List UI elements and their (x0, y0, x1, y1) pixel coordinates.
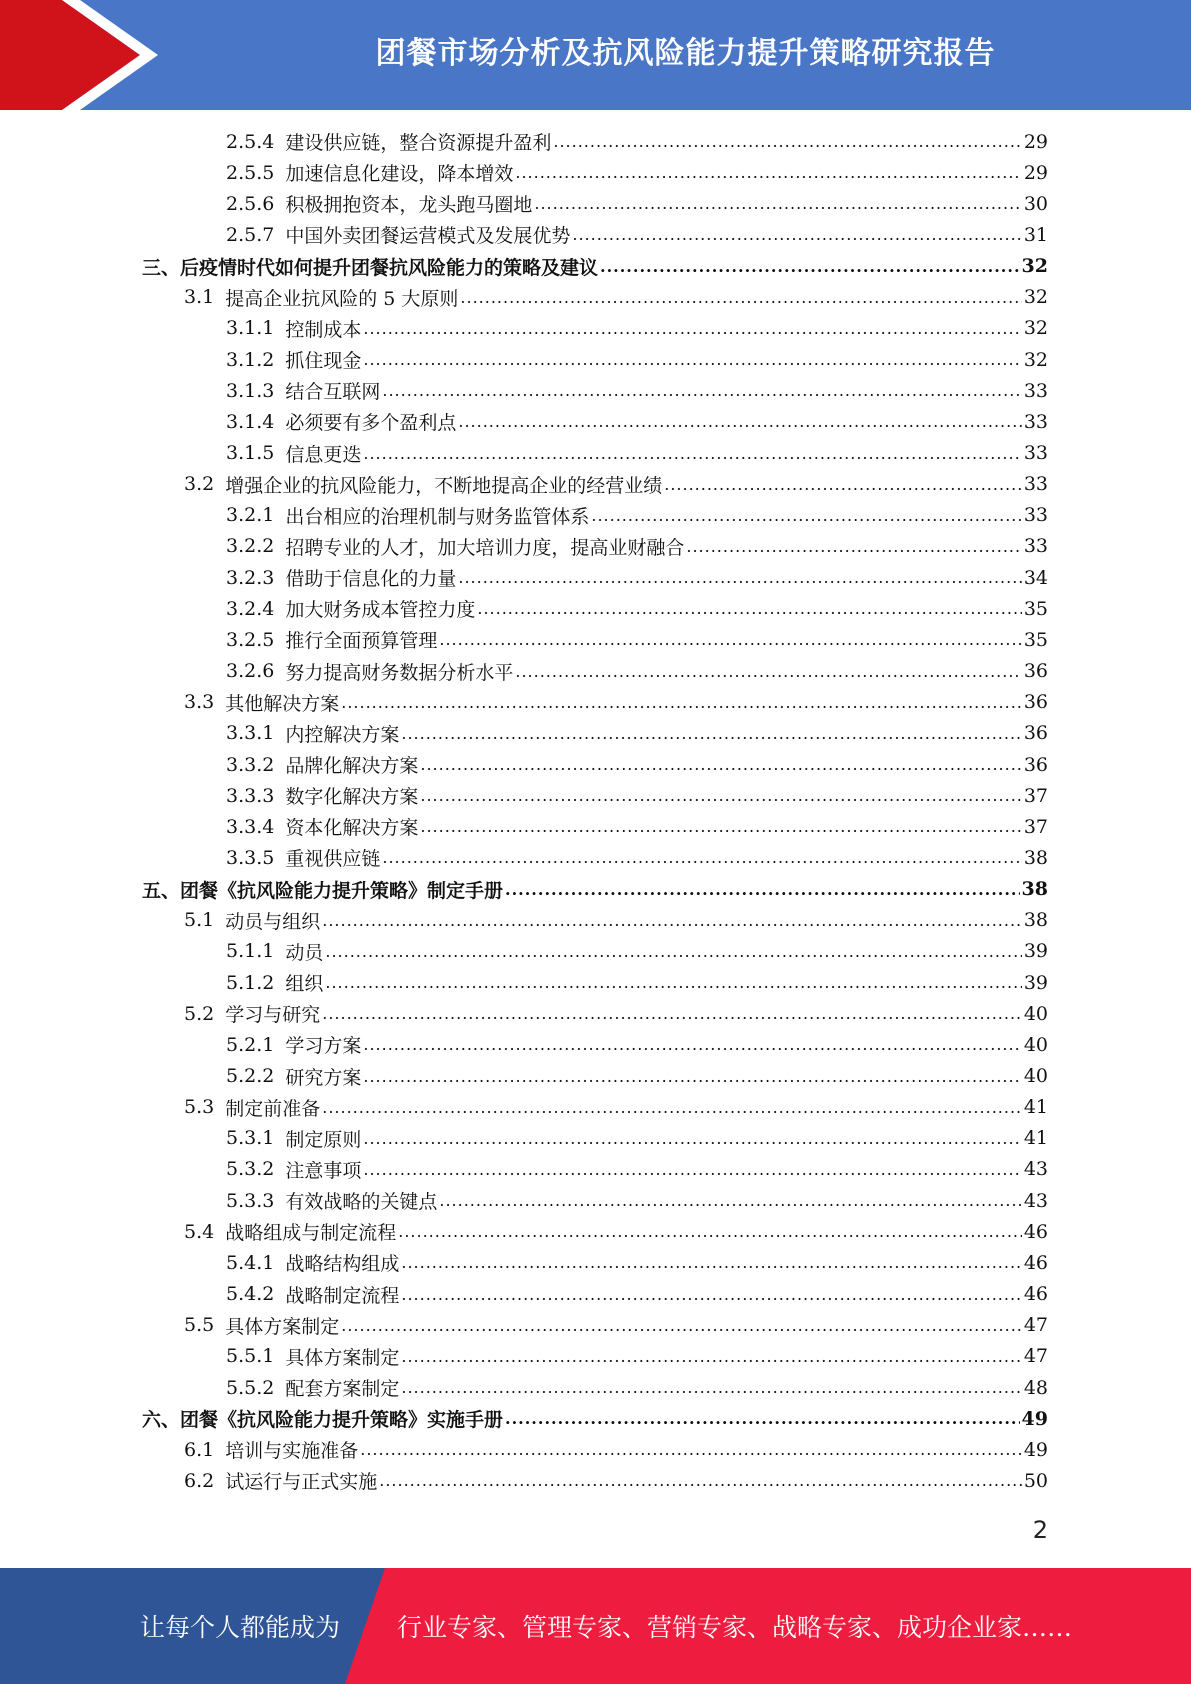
toc-entry-number: 3.2 (184, 473, 215, 496)
toc-entry-page: 30 (1023, 192, 1048, 215)
arrow-red-shape (0, 0, 140, 110)
toc-entry[interactable] (184, 998, 1048, 1029)
toc-entry-title: 推行全面预算管理 (285, 630, 438, 653)
toc-entry[interactable] (184, 1434, 1048, 1465)
toc-entry-number: 3.1 (184, 286, 215, 309)
toc-entry[interactable] (226, 1341, 1048, 1372)
toc-entry-title: 品牌化解决方案 (285, 755, 419, 777)
toc-entry-page: 49 (1023, 1438, 1048, 1461)
toc-entry[interactable] (226, 656, 1048, 687)
toc-entry-title: 必须要有多个盈利点 (285, 412, 457, 435)
toc-entry-number: 3.2.1 (226, 504, 275, 527)
toc-dot-leader (363, 444, 1021, 469)
toc-entry-number: 5.1.2 (226, 971, 275, 994)
toc-entry-number: 5.1 (184, 909, 215, 932)
toc-entry-title: 制定原则 (285, 1128, 362, 1151)
toc-entry-page: 33 (1023, 535, 1048, 558)
report-title: 团餐市场分析及抗风险能力提升策略研究报告 (375, 36, 996, 71)
toc-entry-number: 3.3.1 (226, 722, 275, 745)
toc-entry-number: 6.2 (184, 1469, 215, 1492)
toc-entry[interactable] (184, 687, 1048, 718)
toc-entry-title: 学习方案 (285, 1035, 362, 1058)
toc-entry-title: 战略制定流程 (285, 1284, 400, 1307)
toc-entry[interactable] (226, 562, 1048, 593)
toc-entry-number: 2.5.6 (226, 192, 275, 215)
toc-entry-page: 33 (1023, 442, 1048, 464)
toc-entry-number: 5.1.1 (226, 940, 275, 963)
toc-dot-leader (515, 662, 1021, 687)
toc-dot-leader (534, 194, 1021, 219)
toc-entry-number: 5.2 (184, 1002, 215, 1025)
toc-dot-leader (572, 225, 1021, 250)
toc-entry-number: 5.3.2 (226, 1158, 275, 1181)
toc-entry[interactable] (226, 126, 1048, 157)
toc-entry[interactable] (184, 1310, 1048, 1341)
toc-dot-leader (341, 693, 1022, 718)
toc-entry[interactable] (226, 157, 1048, 188)
toc-entry-title: 试运行与正式实施 (225, 1471, 378, 1494)
toc-entry[interactable] (184, 1092, 1048, 1123)
toc-entry-title: 动员 (285, 941, 324, 964)
toc-entry-title: 有效战略的关键点 (285, 1191, 438, 1214)
toc-entry-number: 5.3.1 (226, 1127, 275, 1150)
toc-entry-number: 3.1.2 (226, 348, 275, 371)
toc-entry-title: 六、团餐《抗风险能力提升策略》实施手册 (142, 1409, 504, 1432)
toc-entry-page: 49 (1021, 1407, 1048, 1430)
toc-entry-page: 29 (1023, 130, 1048, 153)
toc-entry-page: 36 (1023, 660, 1048, 683)
toc-entry-number: 5.2.1 (226, 1033, 275, 1056)
toc-entry-title: 注意事项 (285, 1159, 362, 1182)
toc-entry[interactable] (226, 438, 1048, 469)
toc-dot-leader (420, 755, 1021, 780)
toc-entry-title: 其他解决方案 (225, 692, 340, 715)
toc-dot-leader (664, 475, 1022, 500)
toc-dot-leader (363, 1067, 1021, 1092)
toc-dot-leader (515, 163, 1021, 188)
toc-entry-title: 招聘专业的人才，加大培训力度，提高业财融合 (285, 536, 685, 559)
toc-entry-number: 3.2.5 (226, 628, 275, 651)
toc-entry-number: 3.1.5 (226, 442, 275, 464)
toc-entry-page: 47 (1023, 1314, 1048, 1337)
toc-entry[interactable] (226, 936, 1048, 967)
toc-entry-title: 五、团餐《抗风险能力提升策略》制定手册 (142, 879, 504, 902)
toc-entry[interactable] (184, 905, 1048, 936)
toc-dot-leader (420, 817, 1021, 842)
toc-entry[interactable] (226, 811, 1048, 842)
toc-dot-leader (505, 1409, 1020, 1434)
toc-entry-number: 2.5.7 (226, 223, 275, 246)
toc-dot-leader (477, 599, 1021, 624)
toc-dot-leader (401, 1253, 1021, 1278)
toc-entry-title: 动员与组织 (225, 910, 321, 933)
toc-dot-leader (382, 848, 1021, 873)
toc-entry-number: 5.2.2 (226, 1065, 275, 1087)
toc-entry-number: 5.5.1 (226, 1345, 275, 1368)
toc-entry-number: 5.5.2 (226, 1376, 275, 1399)
toc-dot-leader (439, 1191, 1021, 1216)
toc-dot-leader (439, 630, 1021, 655)
toc-entry-number: 3.2.4 (226, 597, 275, 620)
toc-dot-leader (686, 537, 1021, 562)
toc-entry-page: 38 (1023, 909, 1048, 932)
toc-entry[interactable] (226, 344, 1048, 375)
toc-entry[interactable] (142, 251, 1048, 282)
toc-entry-page: 37 (1023, 784, 1048, 807)
toc-entry-title: 抓住现金 (285, 350, 362, 373)
toc-entry[interactable] (226, 780, 1048, 811)
toc-entry-title: 具体方案制定 (225, 1315, 340, 1338)
toc-dot-leader (591, 506, 1021, 531)
toc-entry[interactable] (226, 1029, 1048, 1060)
toc-entry[interactable] (226, 967, 1048, 998)
toc-dot-leader (382, 381, 1021, 406)
toc-entry-number: 3.3.5 (226, 846, 275, 869)
toc-dot-leader (363, 1160, 1021, 1185)
toc-entry-number: 3.2.3 (226, 566, 275, 589)
toc-dot-leader (363, 350, 1021, 375)
toc-dot-leader (401, 1347, 1021, 1372)
toc-entry-title: 加大财务成本管控力度 (285, 599, 476, 622)
toc-dot-leader (325, 973, 1021, 998)
toc-dot-leader (360, 1440, 1022, 1465)
toc-entry-page: 36 (1023, 753, 1048, 776)
toc-entry-title: 三、后疫情时代如何提升团餐抗风险能力的策略及建议 (142, 256, 599, 279)
toc-dot-leader (420, 786, 1021, 811)
toc-entry-title: 培训与实施准备 (225, 1440, 359, 1463)
page-number: 2 (1032, 1516, 1048, 1544)
toc-entry-number: 3.1.3 (226, 379, 275, 402)
toc-entry-title: 内控解决方案 (285, 723, 400, 746)
toc-entry-number: 5.3 (184, 1096, 215, 1119)
toc-dot-leader (401, 1285, 1021, 1310)
toc-entry-number: 2.5.4 (226, 130, 275, 153)
toc-dot-leader (322, 911, 1022, 936)
toc-entry-page: 31 (1023, 223, 1048, 246)
toc-entry[interactable] (226, 375, 1048, 406)
toc-entry-page: 35 (1023, 628, 1048, 651)
toc-entry-title: 组织 (285, 973, 324, 996)
toc-entry[interactable] (226, 500, 1048, 531)
toc-entry-number: 5.4.1 (226, 1251, 275, 1274)
toc-entry-number: 5.4 (184, 1220, 215, 1243)
toc-entry-number: 3.2.2 (226, 535, 275, 558)
toc-dot-leader (341, 1316, 1022, 1341)
toc-entry[interactable] (226, 1185, 1048, 1216)
toc-entry-page: 33 (1023, 379, 1048, 402)
toc-entry-number: 3.3 (184, 691, 215, 714)
toc-dot-leader (401, 1378, 1021, 1403)
toc-entry-page: 34 (1023, 566, 1048, 589)
toc-entry-title: 数字化解决方案 (285, 786, 419, 809)
toc-entry[interactable] (226, 531, 1048, 562)
toc-entry-page: 32 (1023, 317, 1048, 340)
toc-entry-number: 2.5.5 (226, 161, 275, 184)
toc-entry-title: 增强企业的抗风险能力，不断地提高企业的经营业绩 (225, 474, 663, 497)
toc-entry[interactable] (184, 469, 1048, 500)
toc-dot-leader (398, 1222, 1022, 1247)
toc-entry-page: 38 (1021, 878, 1048, 901)
toc-entry-number: 3.3.3 (226, 784, 275, 807)
toc-entry-page: 35 (1023, 597, 1048, 620)
toc-entry-page: 38 (1023, 846, 1048, 869)
toc-entry-title: 战略结构组成 (285, 1253, 400, 1276)
toc-entry-title: 建设供应链，整合资源提升盈利 (285, 132, 552, 154)
toc-entry[interactable] (184, 1465, 1048, 1496)
toc-entry[interactable] (226, 1247, 1048, 1278)
page-footer (0, 1568, 1191, 1684)
toc-entry-page: 40 (1023, 1033, 1048, 1056)
toc-dot-leader (401, 724, 1021, 749)
toc-entry-page: 46 (1023, 1283, 1048, 1306)
toc-entry[interactable] (226, 406, 1048, 437)
toc-dot-leader (505, 880, 1020, 905)
footer-slogan-left: 让每个人都能成为 (140, 1613, 341, 1642)
toc-entry[interactable] (226, 313, 1048, 344)
toc-entry-title: 出台相应的治理机制与财务监管体系 (285, 505, 590, 528)
toc-entry[interactable] (226, 1061, 1048, 1092)
toc-entry-title: 战略组成与制定流程 (225, 1222, 397, 1245)
toc-entry[interactable] (184, 1216, 1048, 1247)
toc-entry-page: 40 (1023, 1002, 1048, 1025)
toc-entry-page: 32 (1023, 286, 1048, 309)
toc-entry-number: 3.3.4 (226, 815, 275, 838)
toc-entry[interactable] (226, 624, 1048, 655)
toc-entry-page: 40 (1023, 1065, 1048, 1087)
toc-entry-title: 加速信息化建设，降本增效 (285, 163, 514, 186)
toc-entry-page: 33 (1023, 473, 1048, 496)
toc-entry[interactable] (226, 219, 1048, 250)
footer-slogan-right: 行业专家、管理专家、营销专家、战略专家、成功企业家…… (397, 1613, 1073, 1642)
toc-entry[interactable] (226, 1123, 1048, 1154)
toc-entry-page: 32 (1021, 255, 1048, 278)
toc-entry-title: 中国外卖团餐运营模式及发展优势 (285, 225, 571, 248)
toc-entry-page: 36 (1023, 722, 1048, 745)
toc-entry[interactable] (226, 1279, 1048, 1310)
toc-entry[interactable] (226, 1372, 1048, 1403)
toc-entry-page: 46 (1023, 1220, 1048, 1243)
toc-dot-leader (553, 132, 1021, 157)
toc-entry[interactable] (184, 282, 1048, 313)
toc-entry[interactable] (226, 842, 1048, 873)
toc-entry-title: 努力提高财务数据分析水平 (285, 661, 514, 684)
toc-dot-leader (458, 412, 1021, 437)
toc-dot-leader (600, 257, 1020, 282)
toc-dot-leader (460, 288, 1021, 313)
toc-entry-title: 资本化解决方案 (285, 817, 419, 840)
toc-entry-number: 5.4.2 (226, 1283, 275, 1306)
toc-entry-page: 43 (1023, 1158, 1048, 1181)
toc-entry-page: 39 (1023, 940, 1048, 963)
toc-entry[interactable] (226, 718, 1048, 749)
toc-entry-page: 41 (1023, 1096, 1048, 1119)
toc-entry-title: 提高企业抗风险的 5 大原则 (225, 287, 459, 310)
toc-entry-title: 借助于信息化的力量 (285, 568, 457, 591)
toc-entry-title: 研究方案 (285, 1066, 362, 1089)
toc-entry[interactable] (142, 1403, 1048, 1434)
toc-entry-page: 37 (1023, 815, 1048, 838)
toc-entry-page: 46 (1023, 1251, 1048, 1274)
toc-dot-leader (458, 568, 1021, 593)
toc-entry-title: 重视供应链 (285, 848, 381, 871)
toc-entry-number: 6.1 (184, 1438, 215, 1461)
toc-entry-title: 信息更迭 (285, 443, 362, 466)
toc-dot-leader (379, 1471, 1022, 1496)
toc-entry-page: 43 (1023, 1189, 1048, 1212)
toc-entry-number: 3.1.1 (226, 317, 275, 340)
toc-dot-leader (322, 1098, 1022, 1123)
toc-entry-title: 制定前准备 (225, 1097, 321, 1120)
toc-entry-page: 48 (1023, 1376, 1048, 1399)
toc-entry-page: 47 (1023, 1345, 1048, 1368)
toc-entry-page: 32 (1023, 348, 1048, 371)
toc-entry-number: 3.3.2 (226, 753, 275, 776)
toc-entry-number: 3.1.4 (226, 410, 275, 433)
header-arrow-decoration (0, 0, 160, 110)
toc-entry-title: 结合互联网 (285, 381, 381, 404)
toc-entry-title: 学习与研究 (225, 1004, 321, 1027)
page-header (0, 0, 1191, 110)
toc-entry-title: 配套方案制定 (285, 1378, 400, 1400)
toc-entry-page: 33 (1023, 504, 1048, 527)
toc-entry-number: 5.3.3 (226, 1189, 275, 1212)
toc-entry-page: 33 (1023, 410, 1048, 433)
toc-entry[interactable] (226, 1154, 1048, 1185)
toc-entry[interactable] (226, 188, 1048, 219)
toc-dot-leader (363, 319, 1021, 344)
toc-entry-page: 50 (1023, 1469, 1048, 1492)
toc-dot-leader (322, 1004, 1022, 1029)
toc-entry-number: 5.5 (184, 1314, 215, 1337)
toc-entry[interactable] (226, 593, 1048, 624)
toc-entry-title: 控制成本 (285, 318, 362, 341)
toc-entry[interactable] (142, 874, 1048, 905)
toc-entry-page: 41 (1023, 1127, 1048, 1150)
toc-entry-title: 具体方案制定 (285, 1346, 400, 1369)
toc-entry-page: 39 (1023, 971, 1048, 994)
toc-entry-page: 36 (1023, 691, 1048, 714)
toc-dot-leader (363, 1129, 1021, 1154)
toc-dot-leader (325, 942, 1021, 967)
toc-dot-leader (363, 1035, 1021, 1060)
toc-entry-page: 29 (1023, 161, 1048, 184)
toc-entry-title: 积极拥抱资本，龙头跑马圈地 (285, 194, 533, 217)
toc-entry[interactable] (226, 749, 1048, 780)
toc-entry-number: 3.2.6 (226, 660, 275, 683)
